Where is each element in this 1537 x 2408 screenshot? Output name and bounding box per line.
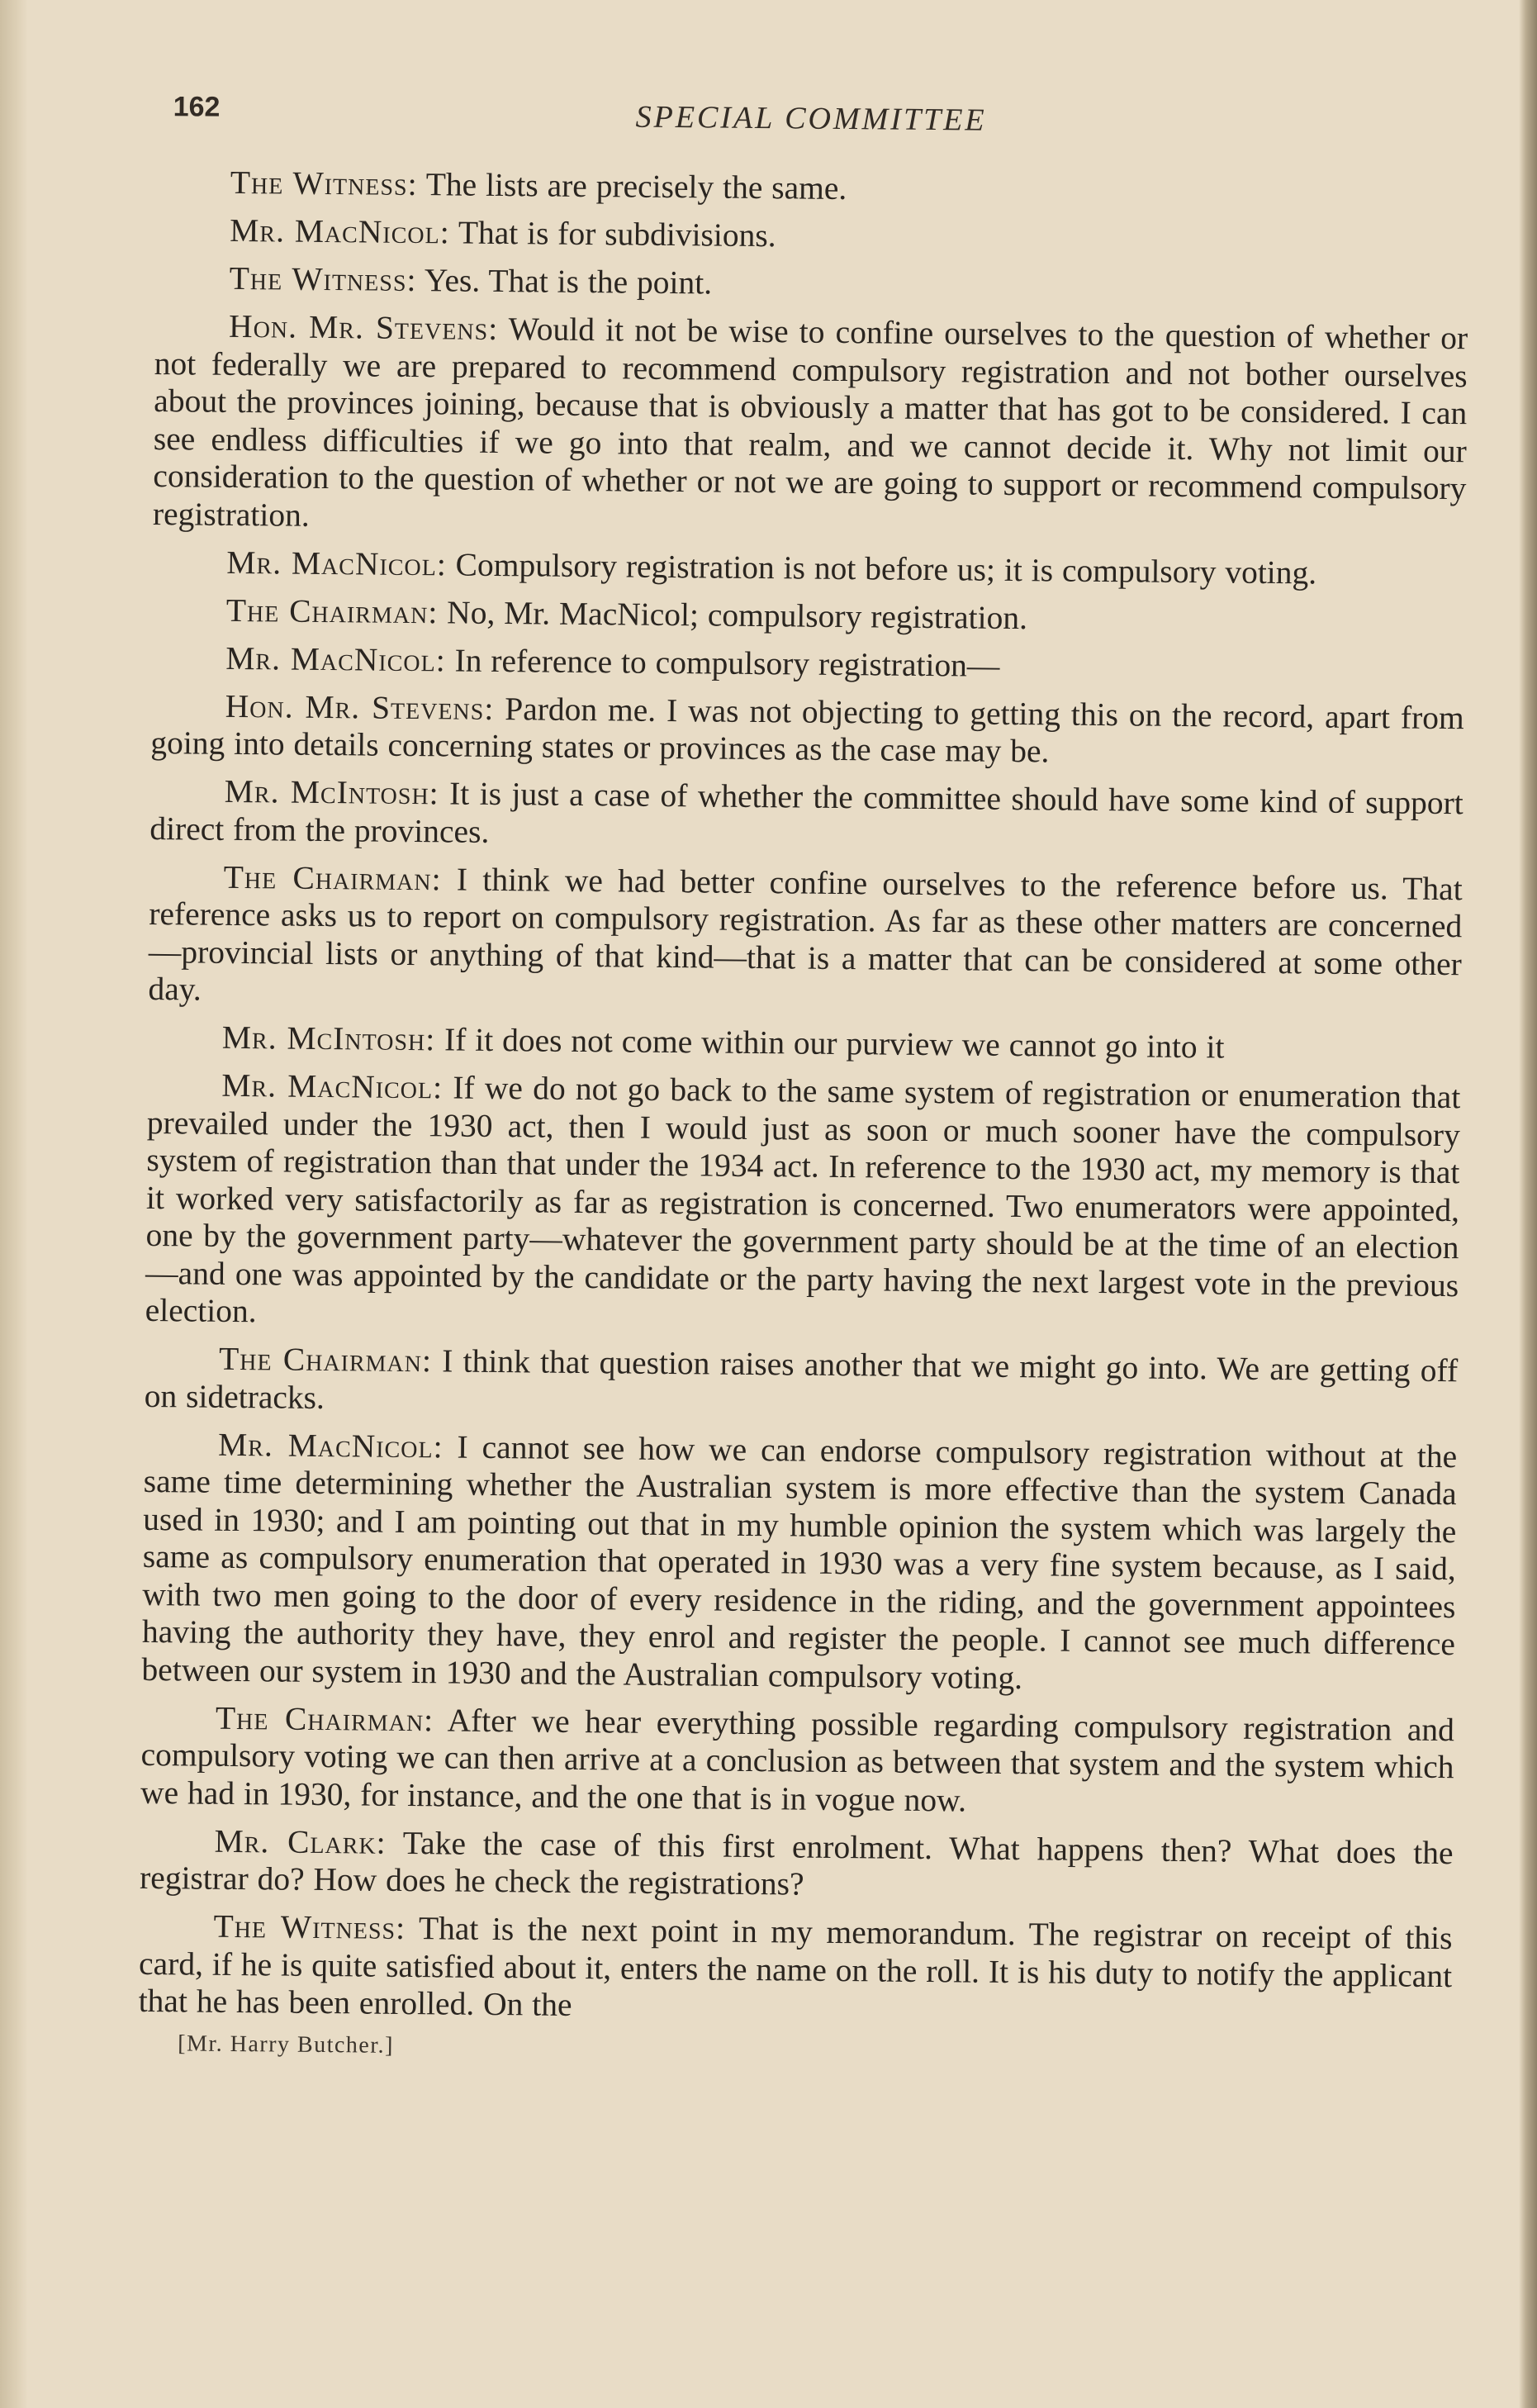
transcript-paragraph <box>149 772 1463 860</box>
transcript-paragraph <box>152 543 1465 593</box>
speaker-label: Mr. MacNicol: <box>217 1426 444 1465</box>
speech-text: Yes. That is the point. <box>424 262 713 302</box>
transcript-paragraph <box>155 259 1468 310</box>
page-number: 162 <box>173 91 221 123</box>
speech-text: If we do not go back to the same system of registration or enumeration that prevailed under the 1930 act, then I would just as soon or much sooner have the compulsory system of registration than that under the 1934 act. In reference to the 1930 act, my memory is that it worked very satisfactorily as far as registration is concerned. Two enumerators were appointed, one by the government party—whatever the government party should be at the time of an election—and one was appointed by the candidate or the party having the next largest vote in the previous election. <box>145 1069 1461 1330</box>
transcript-paragraph <box>151 639 1464 689</box>
transcript-paragraph <box>148 857 1463 1020</box>
speaker-label: Hon. Mr. Stevens: <box>225 687 495 727</box>
speech-text: Compulsory registration is not before us; it is compulsory voting. <box>455 545 1317 591</box>
speaker-label: The Chairman: <box>215 1699 434 1738</box>
speech-text: In reference to compulsory registration— <box>454 641 1000 684</box>
transcript-paragraph <box>150 686 1464 774</box>
speaker-label: Mr. McIntosh: <box>221 1019 436 1058</box>
transcript-paragraph <box>140 1698 1454 1824</box>
speaker-label: The Chairman: <box>218 1340 433 1380</box>
speech-text: If it does not come within our purview we cannot go into it <box>444 1021 1225 1066</box>
binding-edge <box>0 0 28 2408</box>
transcript-paragraph <box>156 164 1469 214</box>
speech-text: I think we had better confine ourselves to the reference before us. That reference asks us to report on compulsory registration. As far as these other matters are concerned—provincial lists or anything of that kind—that is a matter that can be considered at some other day. <box>148 861 1463 1008</box>
speech-text: Take the case of this first enrolment. What happens then? What does the registrar do? How does he check the registrations? <box>139 1824 1454 1902</box>
transcript-paragraph <box>155 211 1468 262</box>
speaker-label: Mr. MacNicol: <box>225 639 446 678</box>
speaker-label: The Chairman: <box>223 858 442 897</box>
speech-text: That is the next point in my memorandum. The registrar on receipt of this card, if he is quite satisfied about it, enters the name on the roll. It is his duty to notify the applicant that he has been enrolled. On the <box>138 1910 1453 2023</box>
transcript-paragraph <box>152 591 1465 641</box>
speaker-label: The Witness: <box>213 1907 406 1946</box>
transcript-paragraph <box>148 1019 1461 1069</box>
transcript-paragraph <box>153 307 1468 545</box>
speech-text: That is for subdivisions. <box>458 214 776 254</box>
transcript-body <box>138 164 1469 2033</box>
transcript-paragraph <box>145 1340 1459 1427</box>
page <box>138 83 1470 2069</box>
page-header <box>156 83 1470 161</box>
transcript-paragraph <box>141 1425 1457 1701</box>
speech-text: After we hear everything possible regarding compulsory registration and compulsory voting we can then arrive at a conclusion as between that system and the system which we had in 1930, for instance, and the one that is in vogue now. <box>140 1701 1455 1819</box>
running-title: SPECIAL COMMITTEE <box>635 99 987 138</box>
speech-text: I think that question raises another that we might go into. We are getting off on sidetracks. <box>144 1342 1459 1416</box>
speaker-label: The Witness: <box>229 259 417 299</box>
speaker-label: Mr. McIntosh: <box>224 772 439 812</box>
speech-text: Would it not be wise to confine ourselves to the question of whether or not federally we are prepared to recommend compulsory registration and not bother ourselves about the provinces joining, because that is obviously a matter that has got to be considered. I can see endless difficulties if we go into that realm, and we cannot decide it. Why not limit our consideration to the question of whether or not we are going to support or recommend compulsory registration. <box>152 311 1468 534</box>
speaker-label: Mr. MacNicol: <box>221 1066 444 1106</box>
speech-text: I cannot see how we can endorse compulsory registration without at the same time determining whether the Australian system is more effective than the system Canada used in 1930; and I am pointing out that in my humble opinion the system which was largely the same as compulsory enumeration that operated in 1930 was a very fine system because, as I said, with two men going to the door of every residence in the riding, and the government appointees having the authority they have, they enrol and register the people. I cannot see much difference between our system in 1930 and the Australian compulsory voting. <box>141 1428 1458 1696</box>
speaker-label: The Chairman: <box>225 591 439 630</box>
speech-text: No, Mr. MacNicol; compulsory registration. <box>446 593 1028 636</box>
speaker-label: Mr. MacNicol: <box>226 544 448 582</box>
speech-text: Pardon me. I was not objecting to getting this on the record, apart from going into details concerning states or provinces as the case may be. <box>150 690 1464 770</box>
transcript-paragraph <box>145 1066 1461 1342</box>
page-edge <box>1519 0 1537 2408</box>
speaker-label: The Witness: <box>230 164 418 203</box>
transcript-paragraph <box>140 1821 1454 1909</box>
speech-text: The lists are precisely the same. <box>425 166 847 207</box>
speaker-label: Mr. Clark: <box>214 1822 387 1861</box>
speaker-label: Mr. MacNicol: <box>230 211 450 251</box>
transcript-paragraph <box>138 1907 1452 2033</box>
speech-text: It is just a case of whether the committee should have some kind of support direct from the provinces. <box>149 775 1463 850</box>
speaker-label: Hon. Mr. Stevens: <box>228 307 499 347</box>
witness-footer: [Mr. Harry Butcher.] <box>178 2030 395 2059</box>
